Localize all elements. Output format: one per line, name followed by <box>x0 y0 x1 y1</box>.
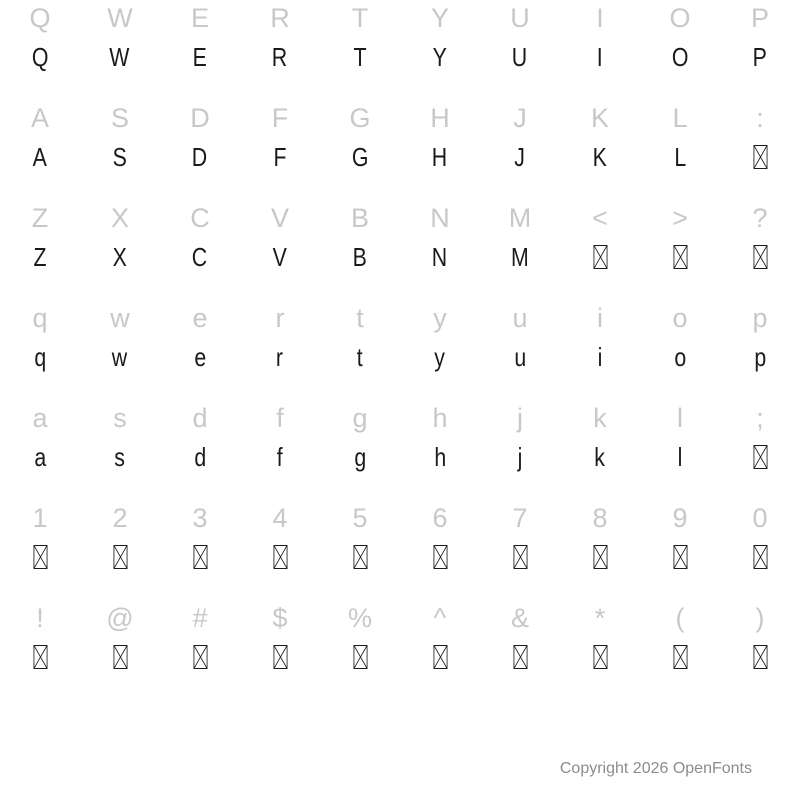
glyph-cell <box>240 600 320 678</box>
notdef-box-icon <box>273 645 287 669</box>
notdef-box-icon <box>113 545 127 569</box>
notdef-box-icon <box>273 545 287 569</box>
glyph-cell <box>720 400 800 478</box>
reference-glyph: 2 <box>112 502 128 533</box>
reference-glyph: S <box>110 102 129 133</box>
reference-glyph: Z <box>31 202 49 233</box>
reference-glyph: K <box>590 102 609 133</box>
glyph-cell <box>720 300 800 378</box>
notdef-glyph <box>273 636 287 678</box>
reference-glyph: R <box>270 2 290 33</box>
glyph-cell <box>400 100 480 178</box>
notdef-box-icon <box>353 645 367 669</box>
glyph-cell <box>0 0 80 78</box>
reference-glyph: p <box>752 302 768 333</box>
notdef-box-icon <box>193 645 207 669</box>
glyph-cell <box>560 200 640 278</box>
reference-glyph: I <box>596 2 604 33</box>
reference-glyph: 8 <box>592 502 608 533</box>
reference-glyph: H <box>430 102 450 133</box>
glyph-cell <box>160 200 240 278</box>
reference-glyph: G <box>349 102 371 133</box>
reference-glyph: Y <box>430 2 449 33</box>
specimen-glyph: N <box>432 242 448 272</box>
notdef-box-icon <box>433 645 447 669</box>
glyph-cell <box>0 400 80 478</box>
specimen-glyph: Q <box>31 42 49 72</box>
specimen-glyph: F <box>273 142 287 172</box>
glyph-cell <box>240 400 320 478</box>
reference-glyph: h <box>432 402 448 433</box>
glyph-cell <box>240 500 320 578</box>
specimen-glyph: E <box>192 42 208 72</box>
reference-glyph: 3 <box>192 502 208 533</box>
specimen-glyph: q <box>33 342 47 372</box>
specimen-glyph: y <box>434 342 446 372</box>
notdef-glyph <box>113 536 127 578</box>
reference-glyph: 0 <box>752 502 768 533</box>
reference-glyph: 1 <box>32 502 48 533</box>
specimen-glyph: L <box>673 142 687 172</box>
reference-glyph: X <box>110 202 129 233</box>
reference-glyph: ) <box>755 602 765 633</box>
glyph-cell <box>480 300 560 378</box>
notdef-box-icon <box>753 545 767 569</box>
notdef-box-icon <box>753 645 767 669</box>
glyph-row <box>0 0 800 100</box>
specimen-glyph: Z <box>33 242 47 272</box>
glyph-cell <box>400 200 480 278</box>
notdef-box-icon <box>513 645 527 669</box>
notdef-box-icon <box>33 645 47 669</box>
glyph-cell <box>560 0 640 78</box>
notdef-box-icon <box>673 645 687 669</box>
reference-glyph: 4 <box>272 502 288 533</box>
glyph-cell <box>80 500 160 578</box>
specimen-glyph: e <box>193 342 207 372</box>
glyph-cell <box>640 600 720 678</box>
glyph-cell <box>640 100 720 178</box>
glyph-cell <box>160 500 240 578</box>
reference-glyph: V <box>270 202 289 233</box>
notdef-box-icon <box>753 245 767 269</box>
reference-glyph: 9 <box>672 502 688 533</box>
notdef-glyph <box>193 636 207 678</box>
reference-glyph: 5 <box>352 502 368 533</box>
reference-glyph: r <box>275 302 285 333</box>
specimen-glyph: I <box>596 42 604 72</box>
reference-glyph: y <box>433 302 447 333</box>
glyph-cell <box>0 600 80 678</box>
glyph-cell <box>560 400 640 478</box>
notdef-glyph <box>33 536 47 578</box>
reference-glyph: l <box>677 402 683 433</box>
notdef-glyph <box>353 536 367 578</box>
notdef-box-icon <box>193 545 207 569</box>
specimen-glyph: t <box>356 342 364 372</box>
reference-glyph: : <box>756 102 764 133</box>
specimen-glyph: W <box>109 42 131 72</box>
reference-glyph: i <box>597 302 603 333</box>
glyph-cell <box>160 100 240 178</box>
glyph-cell <box>240 0 320 78</box>
specimen-glyph: T <box>353 42 367 72</box>
specimen-glyph: k <box>594 442 606 472</box>
notdef-glyph <box>593 636 607 678</box>
reference-glyph: f <box>276 402 284 433</box>
reference-glyph: U <box>510 2 530 33</box>
specimen-glyph: w <box>112 342 128 372</box>
specimen-glyph: J <box>514 142 526 172</box>
notdef-glyph <box>513 636 527 678</box>
specimen-glyph: r <box>276 342 284 372</box>
notdef-box-icon <box>113 645 127 669</box>
notdef-glyph <box>753 236 767 278</box>
glyph-row <box>0 200 800 300</box>
reference-glyph: ; <box>756 402 764 433</box>
glyph-cell <box>80 0 160 78</box>
specimen-glyph: G <box>351 142 369 172</box>
notdef-box-icon <box>593 245 607 269</box>
glyph-cell <box>160 600 240 678</box>
reference-glyph: < <box>592 202 608 233</box>
notdef-glyph <box>433 636 447 678</box>
glyph-row <box>0 400 800 500</box>
specimen-glyph: A <box>32 142 48 172</box>
reference-glyph: a <box>32 402 48 433</box>
glyph-cell <box>640 0 720 78</box>
glyph-cell <box>720 200 800 278</box>
reference-glyph: * <box>594 602 606 633</box>
glyph-cell <box>720 600 800 678</box>
notdef-glyph <box>513 536 527 578</box>
specimen-glyph: h <box>433 442 447 472</box>
notdef-box-icon <box>593 645 607 669</box>
reference-glyph: s <box>113 402 127 433</box>
reference-glyph: ! <box>36 602 44 633</box>
glyph-cell <box>320 300 400 378</box>
reference-glyph: P <box>750 2 769 33</box>
glyph-cell <box>0 300 80 378</box>
notdef-glyph <box>193 536 207 578</box>
glyph-cell <box>400 0 480 78</box>
specimen-glyph: d <box>193 442 207 472</box>
glyph-cell <box>0 500 80 578</box>
reference-glyph: % <box>347 602 372 633</box>
glyph-cell <box>640 500 720 578</box>
specimen-glyph: K <box>592 142 608 172</box>
reference-glyph: k <box>593 402 607 433</box>
glyph-cell <box>80 100 160 178</box>
notdef-glyph <box>753 136 767 178</box>
notdef-box-icon <box>673 245 687 269</box>
notdef-glyph <box>113 636 127 678</box>
reference-glyph: ^ <box>433 602 447 633</box>
notdef-glyph <box>753 636 767 678</box>
reference-glyph: 7 <box>512 502 528 533</box>
reference-glyph: D <box>190 102 210 133</box>
specimen-glyph: o <box>673 342 687 372</box>
reference-glyph: g <box>352 402 368 433</box>
glyph-row <box>0 600 800 700</box>
reference-glyph: j <box>517 402 523 433</box>
glyph-row <box>0 100 800 200</box>
reference-glyph: B <box>350 202 369 233</box>
specimen-glyph: M <box>510 242 530 272</box>
notdef-glyph <box>273 536 287 578</box>
specimen-glyph: g <box>353 442 367 472</box>
specimen-glyph: f <box>276 442 284 472</box>
notdef-box-icon <box>593 545 607 569</box>
reference-glyph: E <box>190 2 209 33</box>
glyph-row <box>0 500 800 600</box>
reference-glyph: C <box>190 202 210 233</box>
notdef-glyph <box>353 636 367 678</box>
glyph-cell <box>480 100 560 178</box>
glyph-cell <box>240 300 320 378</box>
glyph-cell <box>400 500 480 578</box>
reference-glyph: & <box>510 602 529 633</box>
specimen-glyph: H <box>432 142 448 172</box>
glyph-cell <box>640 400 720 478</box>
specimen-glyph: p <box>753 342 767 372</box>
reference-glyph: T <box>351 2 369 33</box>
glyph-cell <box>480 0 560 78</box>
reference-glyph: N <box>430 202 450 233</box>
reference-glyph: F <box>271 102 289 133</box>
specimen-glyph: C <box>192 242 208 272</box>
notdef-glyph <box>673 536 687 578</box>
glyph-cell <box>240 100 320 178</box>
glyph-cell <box>320 600 400 678</box>
glyph-cell <box>80 600 160 678</box>
reference-glyph: O <box>669 2 691 33</box>
glyph-cell <box>400 300 480 378</box>
glyph-cell <box>80 300 160 378</box>
glyph-cell <box>240 200 320 278</box>
reference-glyph: J <box>513 102 527 133</box>
reference-glyph: 6 <box>432 502 448 533</box>
glyph-cell <box>400 400 480 478</box>
reference-glyph: d <box>192 402 208 433</box>
glyph-cell <box>560 600 640 678</box>
notdef-glyph <box>673 636 687 678</box>
reference-glyph: M <box>508 202 532 233</box>
glyph-cell <box>0 100 80 178</box>
glyph-cell <box>400 600 480 678</box>
specimen-glyph: V <box>272 242 288 272</box>
glyph-cell <box>640 200 720 278</box>
glyph-cell <box>160 0 240 78</box>
glyph-cell <box>480 500 560 578</box>
specimen-glyph: l <box>677 442 683 472</box>
glyph-cell <box>320 0 400 78</box>
notdef-box-icon <box>753 445 767 469</box>
glyph-cell <box>80 200 160 278</box>
glyph-cell <box>560 100 640 178</box>
notdef-box-icon <box>353 545 367 569</box>
reference-glyph: > <box>672 202 688 233</box>
reference-glyph: q <box>32 302 48 333</box>
reference-glyph: t <box>356 302 364 333</box>
reference-glyph: A <box>30 102 49 133</box>
specimen-glyph: S <box>112 142 128 172</box>
notdef-box-icon <box>433 545 447 569</box>
reference-glyph: @ <box>106 602 134 633</box>
notdef-box-icon <box>33 545 47 569</box>
reference-glyph: ? <box>752 202 768 233</box>
glyph-cell <box>320 500 400 578</box>
specimen-glyph: u <box>513 342 527 372</box>
glyph-cell <box>560 300 640 378</box>
glyph-cell <box>480 400 560 478</box>
specimen-glyph: i <box>597 342 603 372</box>
glyph-cell <box>480 600 560 678</box>
specimen-glyph: a <box>33 442 47 472</box>
specimen-glyph: D <box>192 142 208 172</box>
specimen-glyph: Y <box>432 42 448 72</box>
notdef-glyph <box>753 536 767 578</box>
notdef-glyph <box>673 236 687 278</box>
glyph-cell <box>720 100 800 178</box>
glyph-cell <box>720 0 800 78</box>
specimen-glyph: s <box>114 442 126 472</box>
reference-glyph: o <box>672 302 688 333</box>
reference-glyph: Q <box>29 2 51 33</box>
specimen-glyph: R <box>272 42 288 72</box>
copyright-footer: Copyright 2026 OpenFonts <box>559 760 752 777</box>
notdef-box-icon <box>673 545 687 569</box>
notdef-glyph <box>433 536 447 578</box>
reference-glyph: W <box>107 2 133 33</box>
glyph-cell <box>160 400 240 478</box>
glyph-cell <box>720 500 800 578</box>
glyph-cell <box>480 200 560 278</box>
reference-glyph: $ <box>272 602 288 633</box>
glyph-cell <box>320 100 400 178</box>
reference-glyph: L <box>672 102 688 133</box>
glyph-cell <box>80 400 160 478</box>
specimen-glyph: X <box>112 242 128 272</box>
notdef-glyph <box>33 636 47 678</box>
glyph-cell <box>320 200 400 278</box>
reference-glyph: # <box>192 602 208 633</box>
specimen-glyph: P <box>752 42 768 72</box>
notdef-glyph <box>593 536 607 578</box>
specimen-glyph: j <box>517 442 523 472</box>
glyph-cell <box>640 300 720 378</box>
reference-glyph: ( <box>675 602 685 633</box>
specimen-glyph: U <box>512 42 528 72</box>
reference-glyph: w <box>110 302 130 333</box>
glyph-cell <box>320 400 400 478</box>
specimen-glyph: O <box>671 42 689 72</box>
glyph-row <box>0 300 800 400</box>
reference-glyph: e <box>192 302 208 333</box>
specimen-glyph: B <box>352 242 368 272</box>
notdef-box-icon <box>513 545 527 569</box>
glyph-cell <box>160 300 240 378</box>
glyph-cell <box>560 500 640 578</box>
glyph-cell <box>0 200 80 278</box>
notdef-box-icon <box>753 145 767 169</box>
notdef-glyph <box>753 436 767 478</box>
notdef-glyph <box>593 236 607 278</box>
reference-glyph: u <box>512 302 528 333</box>
